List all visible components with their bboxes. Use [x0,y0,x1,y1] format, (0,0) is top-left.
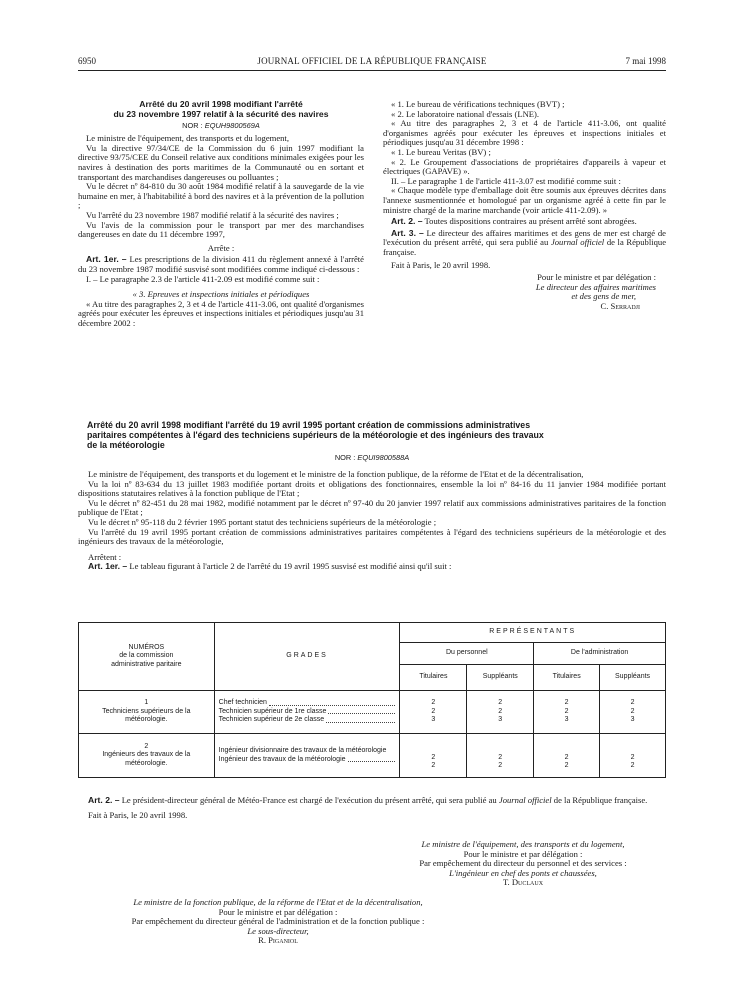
header-grades: GRADES [214,623,400,691]
value-cell: 2 2 3 [534,691,600,734]
journal-title: JOURNAL OFFICIEL DE LA RÉPUBLIQUE FRANÇAISE [257,56,487,66]
list-item: « 1. Le bureau Veritas (BV) ; [391,146,491,157]
paragraph: Vu l'avis de la commission pour le transport par mer des marchandises dangereuses en date du 11 décembre 1997, [78,219,364,240]
signature-block-2: Le ministre de la fonction publique, de la réforme de l'Etat et de la décentralisation, Pour le ministre et par délégation : Par empêchement du directeur général de l'administration et de la fonction publique : Le sous-directeur, R. Piganiol [78,898,478,946]
commission-cell: 2 Ingénieurs des travaux de la météorologie. [79,734,215,778]
commission-cell: 1 Techniciens supérieurs de la météorologie. [79,691,215,734]
table-row [79,691,666,734]
article-2: Art. 2. – Toutes dispositions contraires au présent arrêté sont abrogées. [391,216,637,227]
paragraph: « Chaque modèle type d'emballage doit être soumis aux épreuves décrites dans l'annexe susmentionnée et homologué par un organisme agréé à cette fin par le ministre chargé de la marine marchande (voir article 411-2.09). » [383,185,666,215]
signature-block: Pour le ministre et par délégation : Le directeur des affaires maritimes et des gens de mer, C. Serradji [383,273,666,311]
paragraph: Vu la loi nº 83-634 du 13 juillet 1983 modifiée portant droits et obligations des fonctionnaires, ensemble la loi nº 84-16 du 11 janvier 1984 modifiée portant dispositions statutaires relatives à la fonction publique de l'Etat ; [78,478,666,499]
arrete-label: Arrête : [207,242,235,253]
left-column [78,100,364,328]
paragraph: Le ministre de l'équipement, des transports et du logement et le ministre de la fonction publique, de la réforme de l'Etat et de la décentralisation, [88,468,584,479]
paragraph: II. – Le paragraphe 1 de l'article 411-3.07 est modifié comme suit : [391,175,621,186]
after-table [78,796,666,820]
header-du-personnel: Du personnel [400,643,534,665]
paragraph: « Au titre des paragraphes 2, 3 et 4 de l'article 411-3.06, ont qualité d'organismes agréés pour exécuter les épreuves et inspections initiales et périodiques jusqu'au 31 décembre 1998 : [383,118,666,148]
table-row [79,734,666,778]
page-header [78,57,666,71]
paragraph: Vu l'arrêté du 19 avril 1995 portant création de commissions administratives paritaires compétentes à l'égard des techniciens supérieurs de la météorologie et des ingénieurs des travaux de la météorologie, [78,526,666,547]
nor-reference: NOR : EQUH9800569A [182,120,260,130]
paragraph: Vu le décret nº 84-810 du 30 août 1984 modifié relatif à la sauvegarde de la vie humaine en mer, à l'habitabilité à bord des navires et à la prévention de la pollution ; [78,181,364,211]
page-number: 6950 [78,56,96,66]
value-cell: 2 2 [400,734,467,778]
header-titulaires: Titulaires [400,665,467,691]
header-de-administration: De l'administration [534,643,666,665]
list-item: « 2. Le laboratoire national d'essais (LNE). [391,108,540,119]
fait-a-paris: Fait à Paris, le 20 avril 1998. [391,259,491,270]
value-cell: 2 2 [534,734,600,778]
value-cell: 2 2 3 [400,691,467,734]
grades-cell: Chef technicien Technicien supérieur de 1re classe Technicien supérieur de 2e classe [214,691,400,734]
list-item: « 2. Le Groupement d'associations de propriétaires d'appareils à vapeur et électriques (GAPAVE) ». [383,156,666,177]
arrete-2 [78,421,666,572]
signature-block-1: Le ministre de l'équipement, des transports et du logement, Pour le ministre et par délégation : Par empêchement du directeur du personnel et des services : L'ingénieur en chef des ponts et chaussées, T. Duclaux [380,840,666,888]
paragraph: I. – Le paragraphe 2.3 de l'article 411-2.09 est modifié comme suit : [86,273,320,284]
signatory-name: C. Serradji [600,300,640,311]
value-cell: 2 2 [467,734,534,778]
header-representants: REPRÉSENTANTS [400,623,666,643]
header-suppleants: Suppléants [600,665,666,691]
header-suppleants: Suppléants [467,665,534,691]
arrete-2-title: Arrêté du 20 avril 1998 modifiant l'arrêté du 19 avril 1995 portant création de commissions administratives paritaires compétentes à l'égard des techniciens supérieurs de la météorologie et des ingénieurs des travaux de la météorologie [87,420,544,450]
quote-title: « 3. Epreuves et inspections initiales et périodiques [132,289,310,300]
paragraph: Vu l'arrêté du 23 novembre 1987 modifié relatif à la sécurité des navires ; [86,209,339,220]
arrete-1-title: Arrêté du 20 avril 1998 modifiant l'arrêté du 23 novembre 1997 relatif à la sécurité des navires [113,99,329,119]
commissions-table [78,622,666,778]
signatory-name: R. Piganiol [258,935,298,946]
issue-date: 7 mai 1998 [625,56,666,66]
value-cell: 2 2 3 [600,691,666,734]
signatory-name: T. Duclaux [502,877,544,888]
value-cell: 2 2 3 [467,691,534,734]
nor-reference: NOR : EQUI9800588A [334,453,410,463]
article-1: Art. 1er. – Les prescriptions de la division 411 du règlement annexé à l'arrêté du 23 novembre 1987 modifié susvisé sont modifiées comme indiqué ci-dessous : [78,254,364,274]
right-column [383,100,666,311]
header-numeros: NUMÉROS de la commission administrative paritaire [79,623,215,691]
article-3: Art. 3. – Le directeur des affaires maritimes et des gens de mer est chargé de l'exécution du présent arrêté, qui sera publié au Journal officiel de la République française. [383,227,667,257]
value-cell: 2 2 [600,734,666,778]
paragraph: Vu la directive 97/34/CE de la Commission du 6 juin 1997 modifiant la directive 93/75/CEE du Conseil relative aux conditions minimales exigées pour les navires à destination des ports maritimes de la Communauté ou en sortant et transportant des marchandises dangereuses ou polluantes ; [78,142,364,182]
paragraph: Le ministre de l'équipement, des transports et du logement, [86,133,289,144]
paragraph: Vu le décret nº 82-451 du 28 mai 1982, modifié notamment par le décret nº 97-40 du 20 janvier 1997 relatif aux commissions administratives paritaires de la fonction publique de l'Etat ; [78,497,666,518]
paragraph: Vu le décret nº 95-118 du 2 février 1995 portant statut des techniciens supérieurs de la météorologie ; [88,516,437,527]
paragraph: « Au titre des paragraphes 2, 3 et 4 de l'article 411-3.06, ont qualité d'organismes agréés pour exécuter les épreuves et inspections initiales et périodiques jusqu'au 31 décembre 2002 : [78,298,364,328]
grades-cell: Ingénieur divisionnaire des travaux de la météorologie Ingénieur des travaux de la météorologie [214,734,400,778]
article-2: Art. 2. – Le président-directeur général de Météo-France est chargé de l'exécution du présent arrêté, qui sera publié au Journal officiel de la République française. [88,795,648,805]
header-titulaires: Titulaires [534,665,600,691]
fait-a-paris: Fait à Paris, le 20 avril 1998. [88,809,188,820]
list-item: « 1. Le bureau de vérifications techniques (BVT) ; [391,99,565,109]
article-1: Art. 1er. – Le tableau figurant à l'article 2 de l'arrêté du 19 avril 1995 susvisé est modifié ainsi qu'il suit : [88,561,452,572]
arretent-label: Arrêtent : [88,551,122,562]
